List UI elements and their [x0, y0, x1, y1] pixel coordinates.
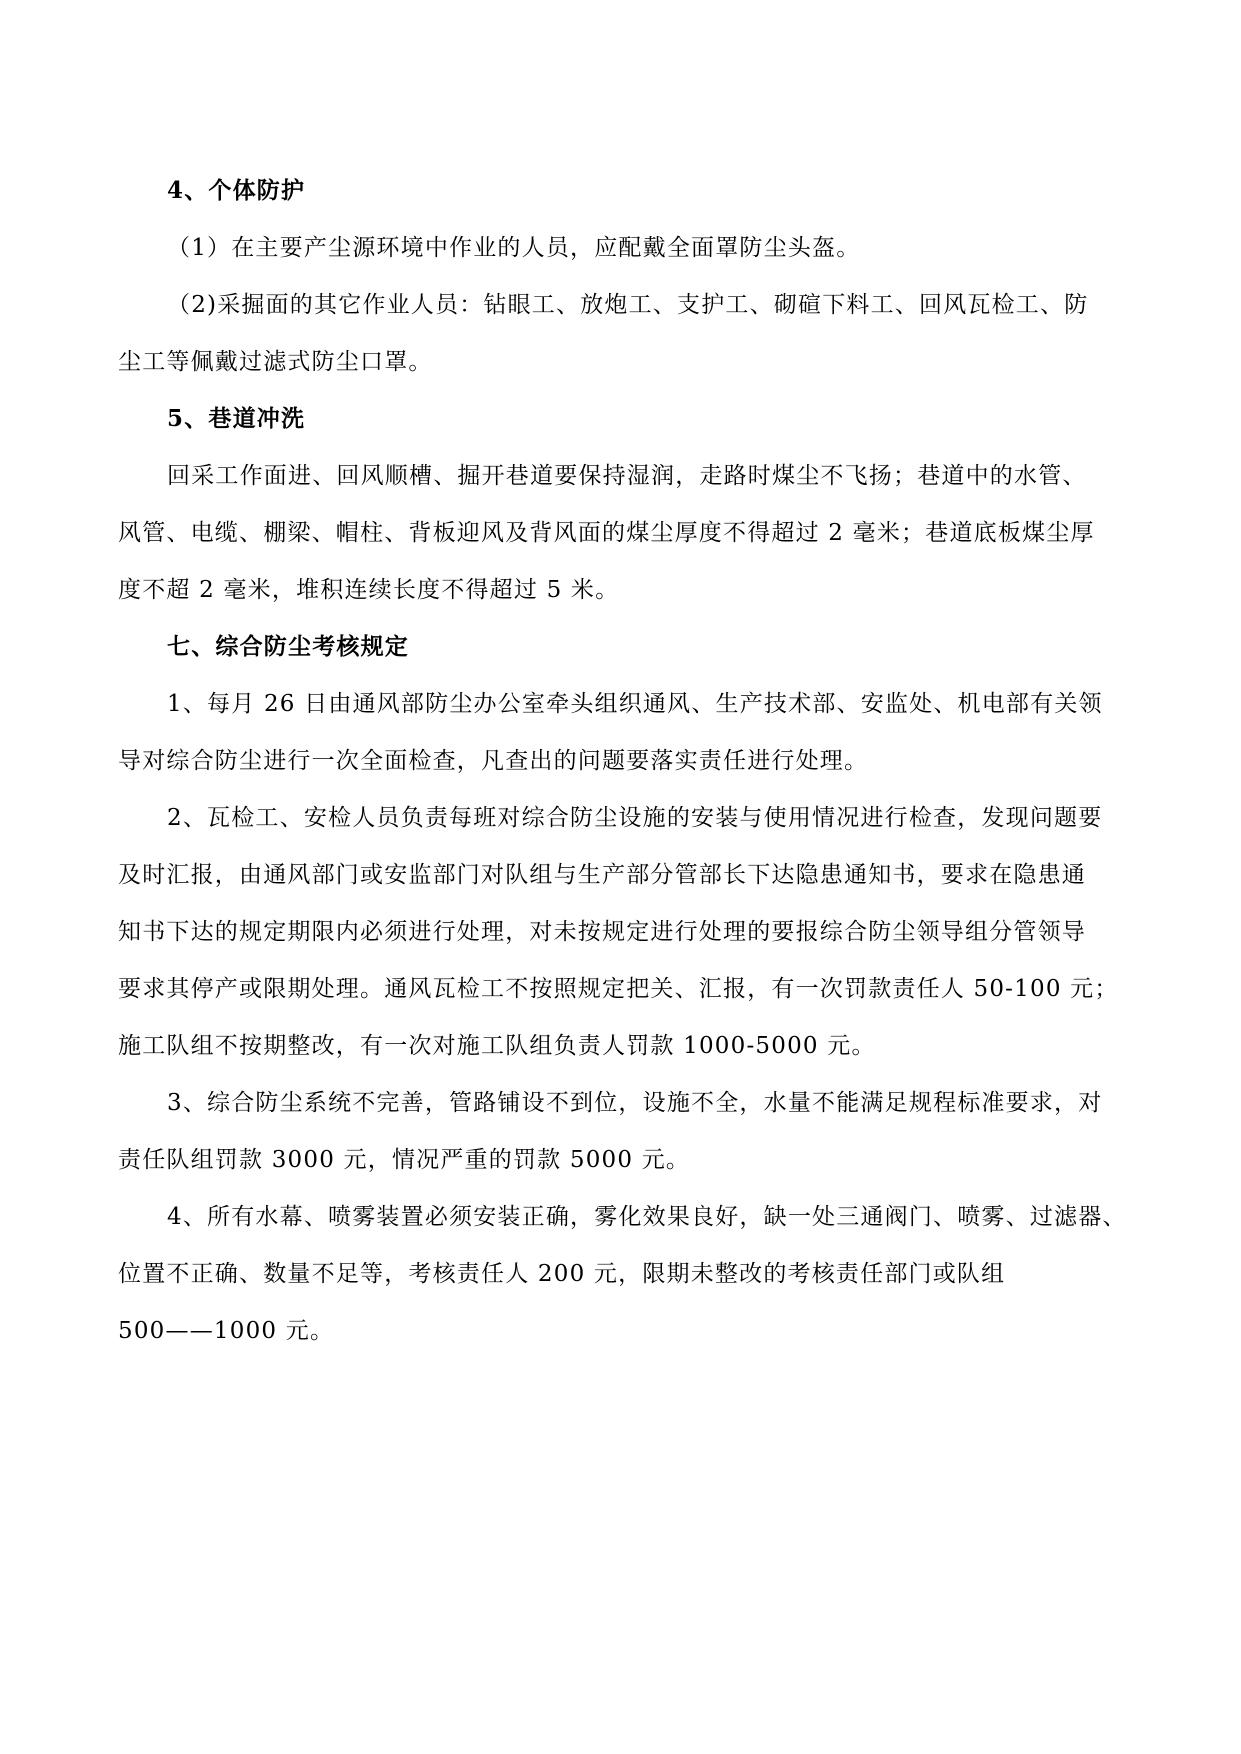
paragraph-line: 知书下达的规定期限内必须进行处理，对未按规定进行处理的要报综合防尘领导组分管领导	[118, 919, 1086, 945]
paragraph-line: 风管、电缆、棚梁、帽柱、背板迎风及背风面的煤尘厚度不得超过 2 毫米；巷道底板煤尘厚	[118, 520, 1095, 546]
paragraph-line: 度不超 2 毫米，堆积连续长度不得超过 5 米。	[118, 577, 620, 603]
paragraph-line: 2、瓦检工、安检人员负责每班对综合防尘设施的安装与使用情况进行检查，发现问题要	[167, 805, 1103, 831]
paragraph-line: 1、每月 26 日由通风部防尘办公室牵头组织通风、生产技术部、安监处、机电部有关领	[167, 691, 1103, 717]
paragraph-line: （1）在主要产尘源环境中作业的人员，应配戴全面罩防尘头盔。	[167, 235, 861, 261]
paragraph-line: 回采工作面进、回风顺槽、掘开巷道要保持湿润，走路时煤尘不飞扬；巷道中的水管、	[167, 463, 1087, 489]
paragraph-line: 导对综合防尘进行一次全面检查，凡查出的问题要落实责任进行处理。	[118, 748, 869, 774]
paragraph-line: 3、综合防尘系统不完善，管路铺设不到位，设施不全，水量不能满足规程标准要求，对	[167, 1090, 1103, 1116]
paragraph-line: 责任队组罚款 3000 元，情况严重的罚款 5000 元。	[118, 1147, 691, 1173]
paragraph-line: 及时汇报，由通风部门或安监部门对队组与生产部分管部长下达隐患通知书，要求在隐患通	[118, 862, 1086, 888]
paragraph-line: 位置不正确、数量不足等，考核责任人 200 元，限期未整改的考核责任部门或队组	[118, 1261, 1006, 1287]
section-heading-roadway-flushing: 5、巷道冲洗	[167, 405, 306, 432]
paragraph-line: 施工队组不按期整改，有一次对施工队组负责人罚款 1000-5000 元。	[118, 1033, 876, 1059]
paragraph-line: （2)采掘面的其它作业人员：钻眼工、放炮工、支护工、砌碹下料工、回风瓦检工、防	[167, 292, 1089, 318]
paragraph-line: 要求其停产或限期处理。通风瓦检工不按照规定把关、汇报，有一次罚款责任人 50-100 元；	[118, 976, 1119, 1002]
section-heading-personal-protection: 4、个体防护	[167, 177, 306, 204]
paragraph-line: 4、所有水幕、喷雾装置必须安装正确，雾化效果良好，缺一处三通阀门、喷雾、过滤器、	[167, 1204, 1127, 1230]
section-heading-assessment-rules: 七、综合防尘考核规定	[167, 633, 409, 660]
paragraph-line: 尘工等佩戴过滤式防尘口罩。	[118, 349, 433, 375]
paragraph-line: 500——1000 元。	[118, 1318, 335, 1344]
